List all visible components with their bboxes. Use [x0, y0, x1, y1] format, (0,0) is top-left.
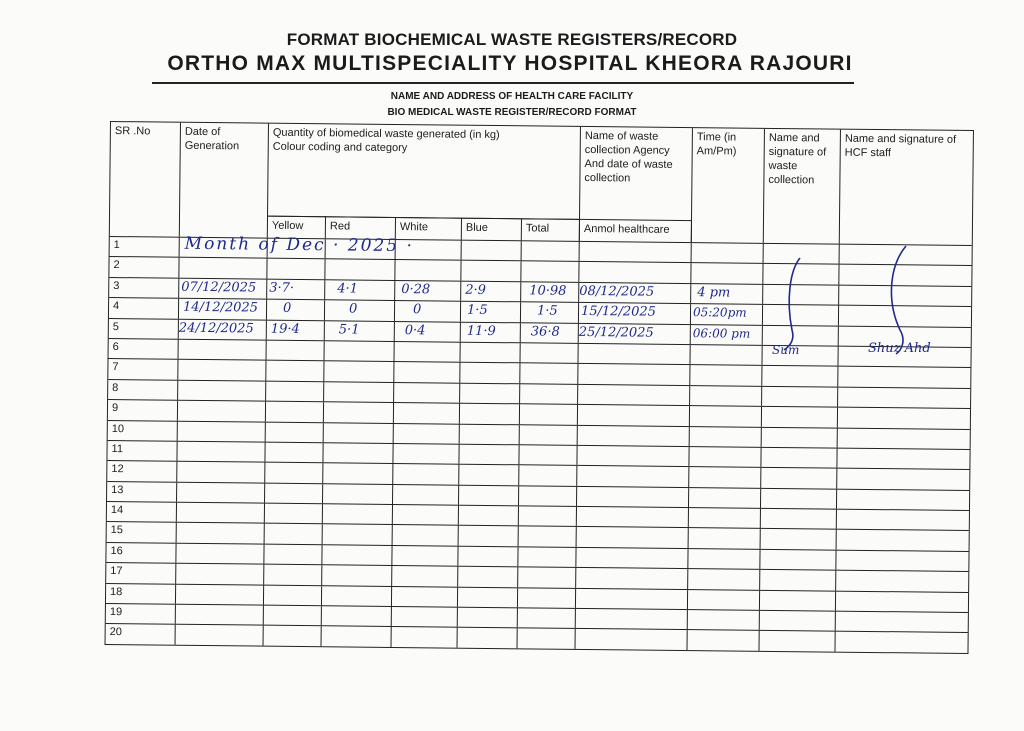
sr-cell: 20: [106, 624, 176, 644]
form-title: FORMAT BIOCHEMICAL WASTE REGISTERS/RECORD: [286, 30, 738, 49]
total-qty: 1·5: [536, 303, 558, 319]
sr-cell: 5: [109, 319, 179, 339]
sr-cell: 8: [108, 380, 178, 400]
sr-cell: 15: [107, 522, 177, 542]
blue-qty: 11·9: [466, 323, 496, 339]
facility-caption: NAME AND ADDRESS OF HEALTH CARE FACILITY: [390, 91, 634, 102]
collection-time: 06:00 pm: [692, 325, 751, 341]
waste-collector-signature: Sum: [772, 343, 800, 357]
white-qty: 0·4: [404, 322, 426, 338]
blue-qty: 1·5: [466, 302, 488, 319]
collection-time: 05:20pm: [692, 305, 747, 320]
yellow-qty: 3·7·: [269, 280, 295, 296]
header-time: Time (in Am/Pm): [692, 128, 765, 243]
sr-cell: 13: [107, 482, 177, 502]
header-colour-coding: Colour coding and category: [272, 140, 408, 155]
collection-date: 08/12/2025: [579, 283, 655, 300]
hcf-staff-signature: Shuz Ahd: [868, 341, 931, 356]
generation-date: 07/12/2025: [181, 279, 257, 296]
total-qty: 36·8: [530, 323, 560, 340]
header-quantity-label: Quantity of biomedical waste generated (in kg): [272, 126, 500, 142]
header-red: Red: [326, 216, 396, 239]
month-note: Month of Dec · 2025 ·: [184, 233, 415, 257]
white-qty: 0: [412, 302, 422, 318]
header-hcf-staff: Name and signature of HCF staff: [844, 132, 957, 160]
sr-cell: 19: [106, 604, 176, 624]
header-blue: Blue: [462, 218, 522, 241]
red-qty: 4·1: [337, 281, 359, 297]
header-date-of-generation: Date of Generation: [180, 123, 269, 238]
header-sr-no: SR .No: [110, 122, 181, 237]
sr-cell: 7: [108, 359, 178, 379]
sr-cell: 18: [106, 584, 176, 604]
blue-qty: 2·9: [465, 282, 487, 298]
sr-cell: 16: [106, 543, 176, 563]
yellow-qty: 0: [282, 300, 292, 317]
header-waste-collector: Name and signature of waste collection: [764, 129, 841, 244]
collection-time: 4 pm: [697, 284, 731, 301]
sr-cell: 4: [109, 298, 179, 318]
header-total: Total: [522, 218, 580, 241]
generation-date: 14/12/2025: [182, 299, 259, 316]
collection-date: 25/12/2025: [578, 324, 654, 341]
yellow-qty: 19·4: [270, 321, 300, 337]
total-qty: 10·98: [529, 283, 567, 299]
collection-date: 15/12/2025: [580, 304, 657, 320]
red-qty: 5·1: [338, 321, 360, 338]
hospital-name: ORTHO MAX MULTISPECIALITY HOSPITAL KHEORA RAJOURI: [167, 52, 853, 75]
sr-cell: 2: [109, 257, 179, 277]
sr-cell: 11: [107, 441, 177, 461]
sr-cell: 12: [107, 461, 177, 481]
header-yellow: Yellow: [268, 216, 326, 239]
sr-cell: 9: [108, 400, 178, 420]
sr-cell: 6: [109, 339, 179, 359]
header-agency-name: Anmol healthcare: [580, 219, 692, 242]
white-qty: 0·28: [401, 281, 431, 298]
sr-cell: 14: [107, 502, 177, 522]
sr-cell: 17: [106, 563, 176, 583]
header-white: White: [396, 217, 462, 240]
sr-cell: 1: [110, 237, 180, 257]
red-qty: 0: [348, 301, 358, 317]
sr-cell: 10: [108, 421, 178, 441]
generation-date: 24/12/2025: [178, 320, 254, 337]
header-agency: Name of waste collection Agency And date of waste collection: [580, 127, 693, 242]
sr-cell: 3: [109, 278, 179, 298]
register-caption: BIO MEDICAL WASTE REGISTER/RECORD FORMAT: [387, 107, 637, 118]
